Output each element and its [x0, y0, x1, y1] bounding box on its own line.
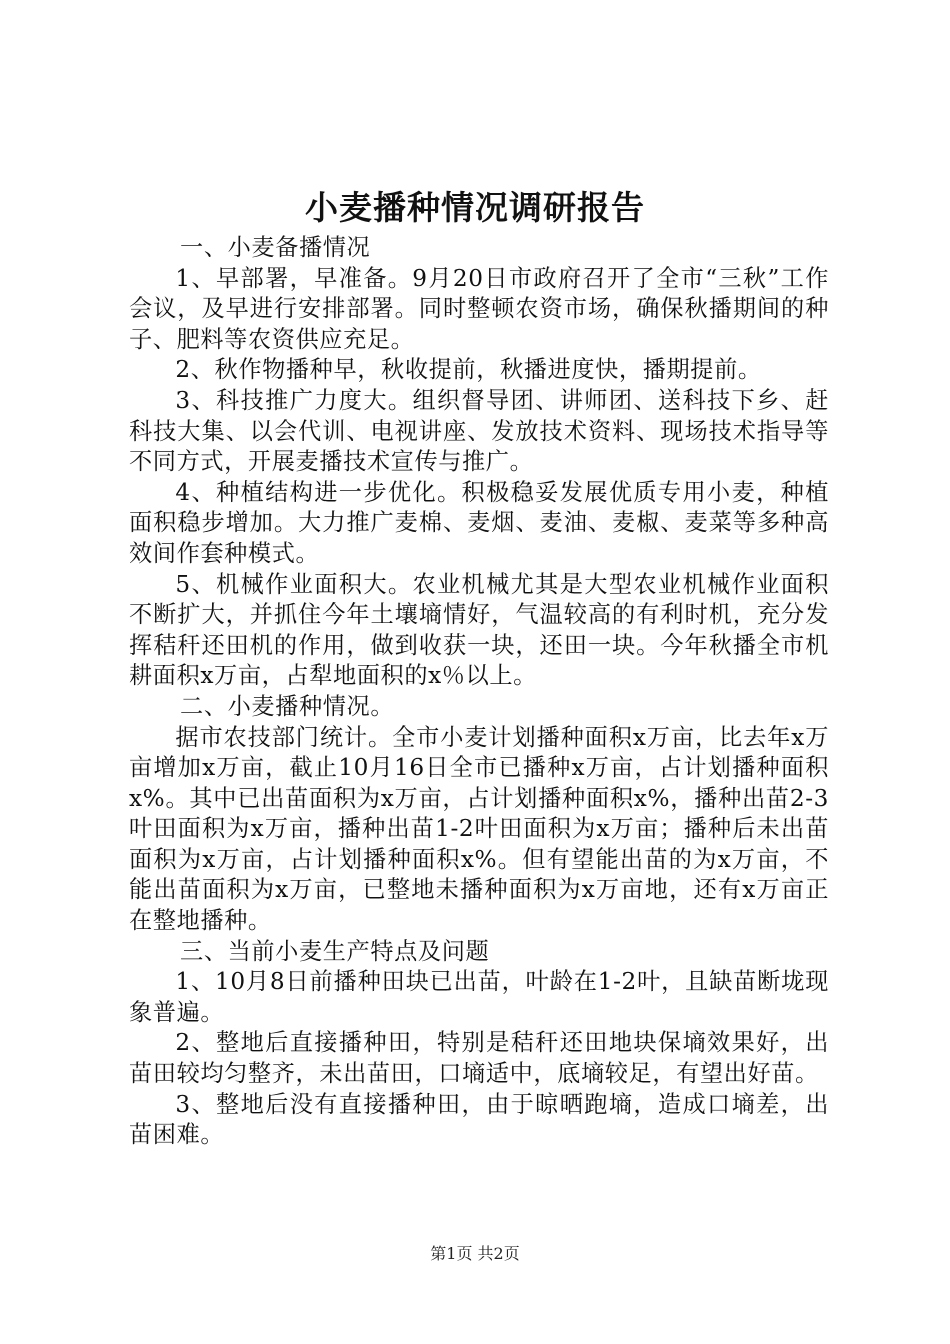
paragraph: 2、整地后直接播种田，特别是秸秆还田地块保墒效果好，出苗田较均匀整齐，未出苗田，口墒适中，底墒较足，有望出好苗。: [129, 1029, 829, 1088]
section-heading-1: 一、小麦备播情况: [180, 234, 371, 261]
paragraph: 4、种植结构进一步优化。积极稳妥发展优质专用小麦，种植面积稳步增加。大力推广麦棉、麦烟、麦油、麦椒、麦菜等多种高效间作套种模式。: [129, 478, 829, 567]
paragraph: 2、秋作物播种早，秋收提前，秋播进度快，播期提前。: [175, 356, 762, 384]
paragraph: 1、早部署，早准备。9月20日市政府召开了全市“三秋”工作会议，及早进行安排部署。同时整顿农资市场，确保秋播期间的种子、肥料等农资供应充足。: [129, 264, 829, 353]
section-heading-3: 三、当前小麦生产特点及问题: [180, 937, 490, 965]
paragraph: 1、10月8日前播种田块已出苗，叶龄在1-2叶，且缺苗断垅现象普遍。: [129, 968, 829, 1026]
section-heading-2: 二、小麦播种情况。: [180, 692, 395, 720]
paragraph: 5、机械作业面积大。农业机械尤其是大型农业机械作业面积不断扩大，并抓住今年土壤墒情好，气温较高的有利时机，充分发挥秸秆还田机的作用，做到收获一块，还田一块。今年秋播全市机耕面积x万亩，占犁地面积的x％以上。: [129, 570, 829, 690]
paragraph: 3、整地后没有直接播种田，由于晾晒跑墒，造成口墒差，出苗困难。: [129, 1090, 829, 1149]
document-title: 小麦播种情况调研报告: [305, 188, 645, 227]
page-footer: 第1页 共2页: [430, 1244, 520, 1263]
document-body: [129, 233, 829, 1151]
paragraph: 3、科技推广力度大。组织督导团、讲师团、送科技下乡、赶科技大集、以会代训、电视讲座、发放技术资料、现场技术指导等不同方式，开展麦播技术宣传与推广。: [129, 386, 829, 476]
paragraph: 据市农技部门统计。全市小麦计划播种面积x万亩，比去年x万亩增加x万亩，截止10月16日全市已播种x万亩，占计划播种面积x%。其中已出苗面积为x万亩，占计划播种面积x%，播种出苗2-3叶田面积为x万亩，播种出苗1-2叶田面积为x万亩；播种后未出苗面积为x万亩，占计划播种面积x%。但有望能出苗的为x万亩，不能出苗面积为x万亩，已整地未播种面积为x万亩地，还有x万亩正在整地播种。: [129, 723, 829, 935]
